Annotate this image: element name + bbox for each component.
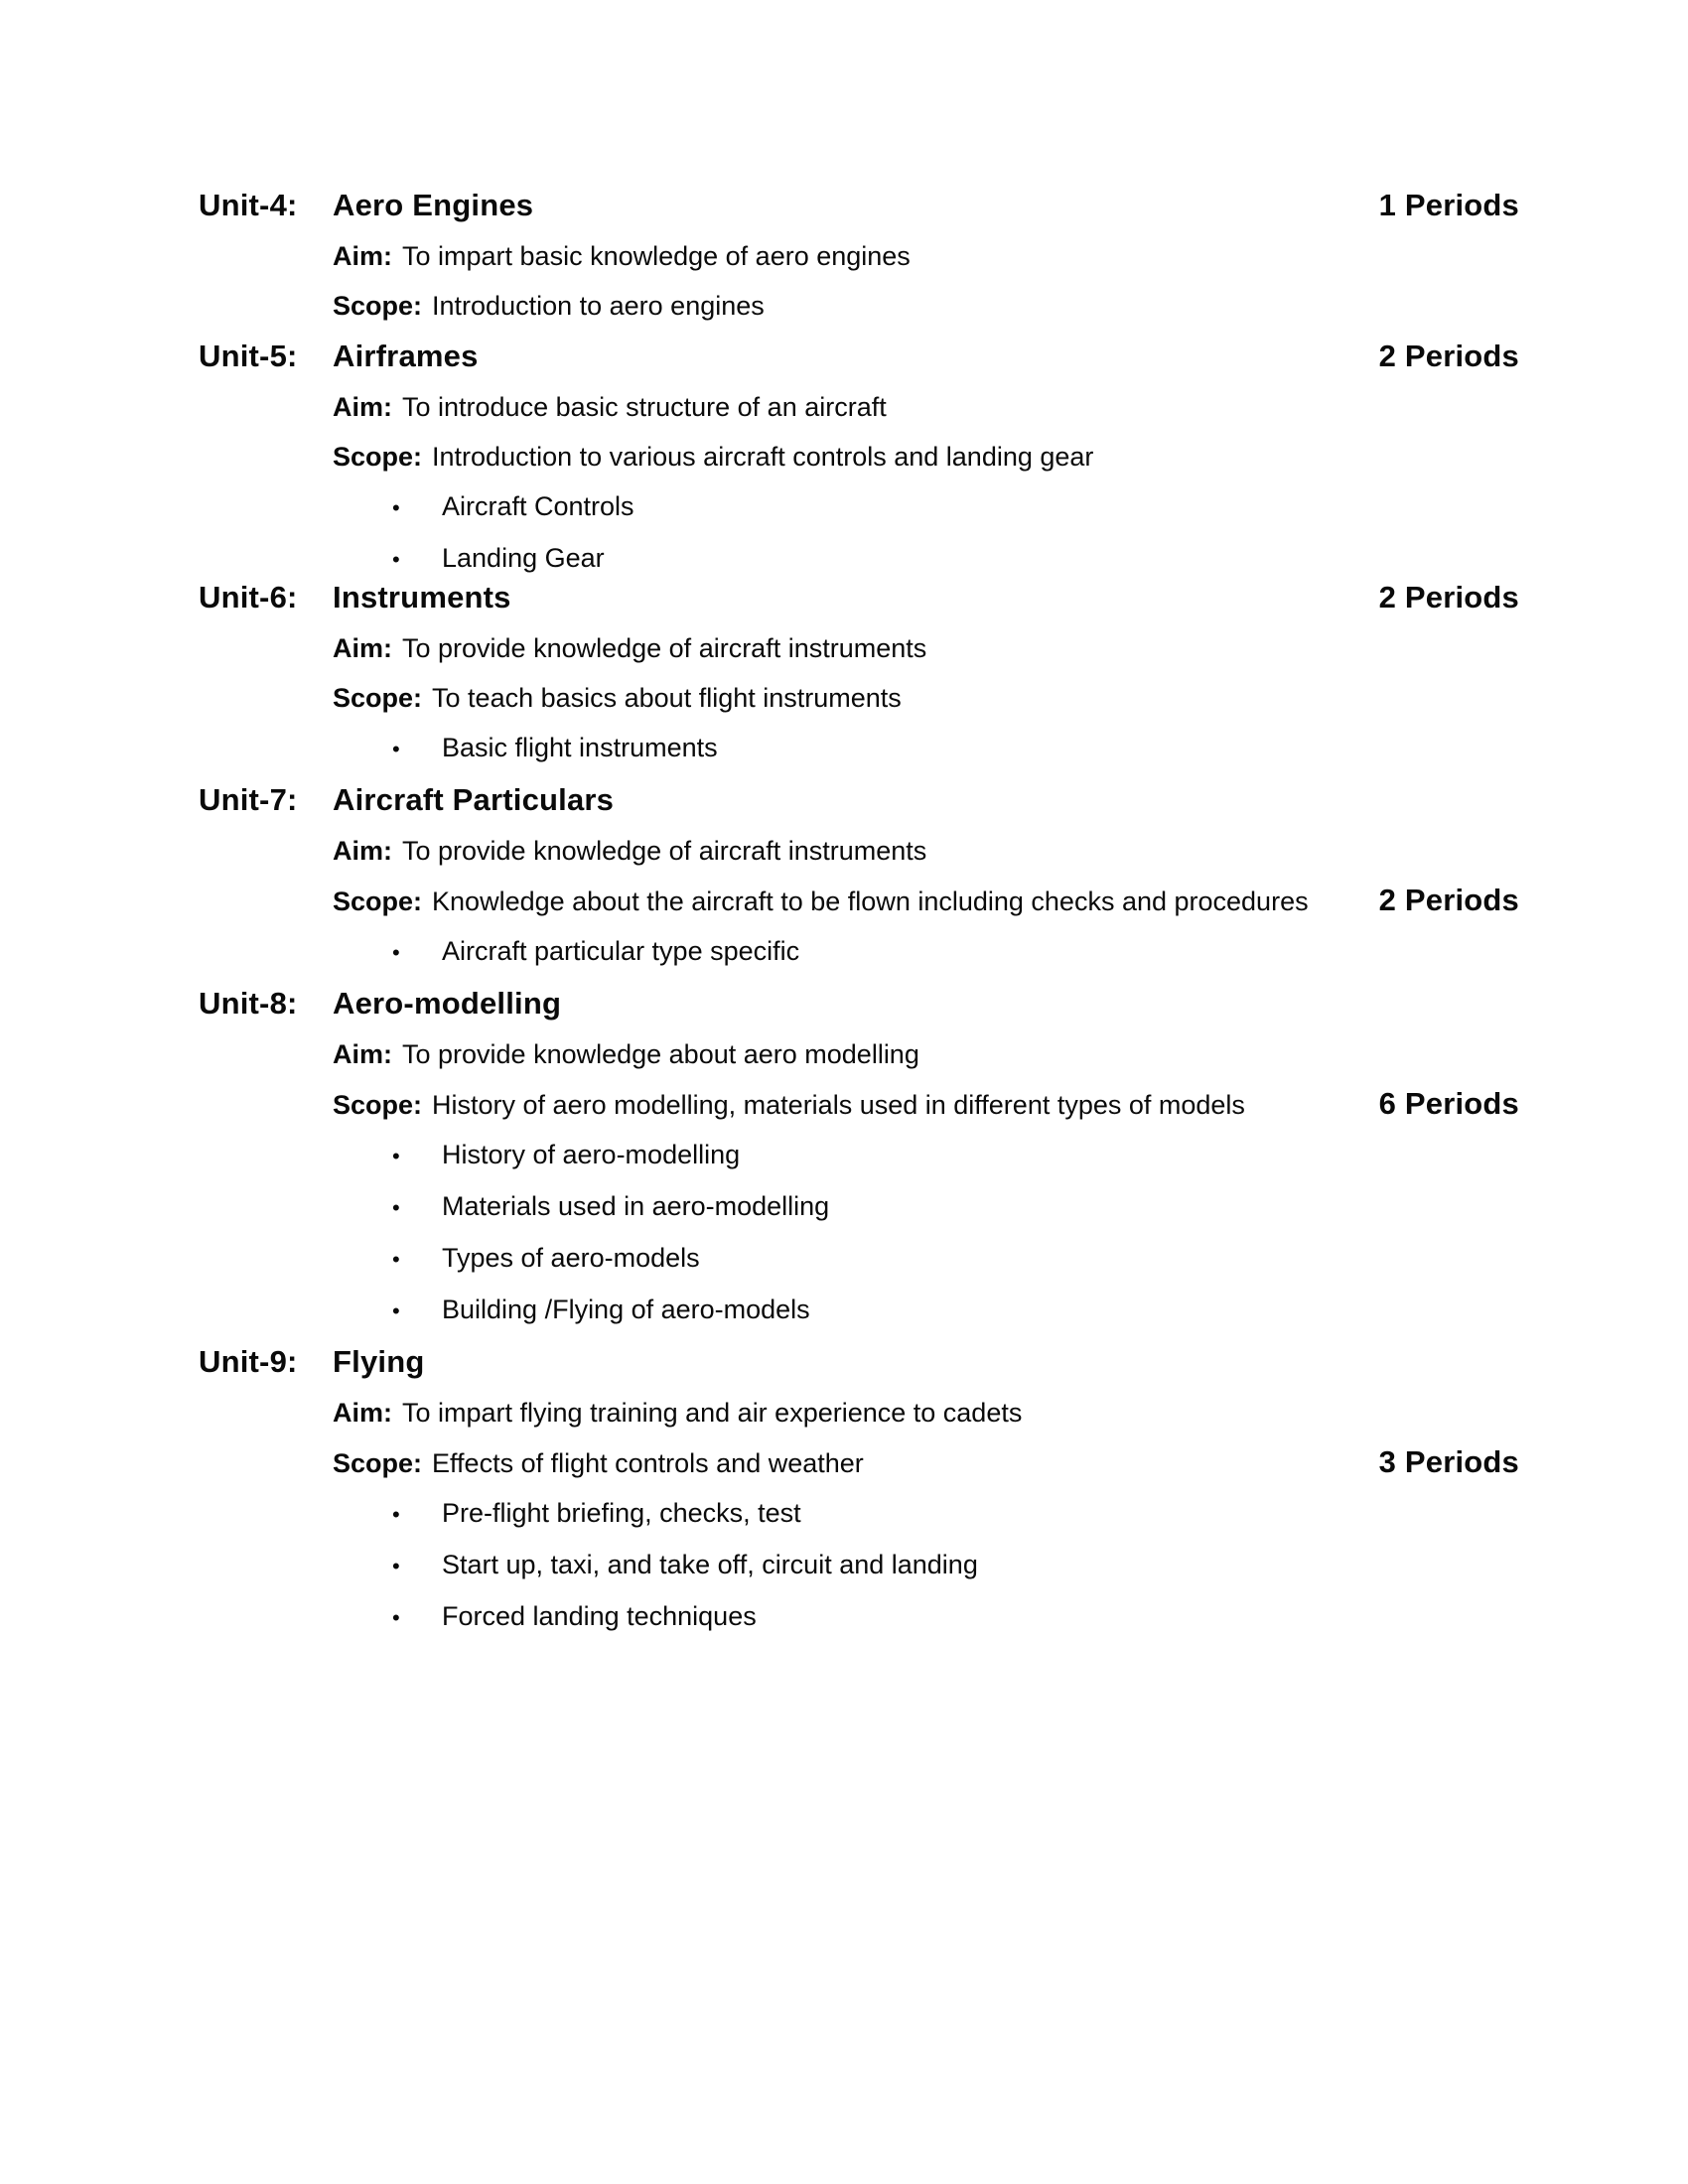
bullet-icon: • xyxy=(392,495,400,520)
bullet-item xyxy=(392,730,1519,767)
unit-heading xyxy=(199,1343,1519,1381)
unit-section xyxy=(199,781,1519,971)
bullet-item xyxy=(392,1240,1519,1278)
aim-label: Aim: xyxy=(333,836,392,866)
aim-line xyxy=(333,238,1519,274)
scope-text: Knowledge about the aircraft to be flown including checks and procedures xyxy=(432,887,1309,916)
unit-label: Unit-8: xyxy=(199,986,298,1021)
unit-heading xyxy=(199,579,1519,616)
unit-periods: 2 Periods xyxy=(1378,580,1519,614)
scope-text: Introduction to aero engines xyxy=(432,291,765,321)
scope-label: Scope: xyxy=(333,1448,423,1478)
aim-text: To provide knowledge about aero modelling xyxy=(402,1039,919,1069)
bullet-item xyxy=(392,1547,1519,1584)
unit-heading xyxy=(199,781,1519,819)
unit-label: Unit-7: xyxy=(199,782,298,817)
scope-text: Introduction to various aircraft controls and landing gear xyxy=(432,442,1094,472)
bullet-icon: • xyxy=(392,1195,400,1220)
unit-periods: 1 Periods xyxy=(1378,188,1519,222)
unit-section xyxy=(199,338,1519,578)
units-list xyxy=(199,187,1519,1636)
scope-label: Scope: xyxy=(333,1090,423,1120)
aim-text: To introduce basic structure of an aircraft xyxy=(402,392,887,422)
bullet-text: Start up, taxi, and take off, circuit and landing xyxy=(442,1550,978,1579)
aim-line xyxy=(333,1395,1519,1431)
unit-label: Unit-6: xyxy=(199,580,298,614)
bullet-text: Materials used in aero-modelling xyxy=(442,1191,830,1221)
scope-label: Scope: xyxy=(333,442,423,472)
bullet-item xyxy=(392,1137,1519,1174)
bullet-icon: • xyxy=(392,1605,400,1630)
unit-title: Aero Engines xyxy=(333,188,534,222)
aim-text: To impart basic knowledge of aero engines xyxy=(402,241,911,271)
unit-periods: 2 Periods xyxy=(1378,339,1519,373)
scope-label: Scope: xyxy=(333,683,423,713)
unit-label: Unit-9: xyxy=(199,1344,298,1379)
scope-text: Effects of flight controls and weather xyxy=(432,1448,864,1478)
aim-label: Aim: xyxy=(333,241,392,271)
bullet-text: Pre-flight briefing, checks, test xyxy=(442,1498,801,1528)
aim-label: Aim: xyxy=(333,1398,392,1428)
unit-heading xyxy=(199,338,1519,375)
bullet-text: Types of aero-models xyxy=(442,1243,700,1273)
bullet-text: Building /Flying of aero-models xyxy=(442,1295,810,1324)
scope-line xyxy=(333,680,1519,716)
bullet-item xyxy=(392,1188,1519,1226)
bullet-item xyxy=(392,1598,1519,1636)
unit-label: Unit-5: xyxy=(199,339,298,373)
unit-heading xyxy=(199,985,1519,1023)
scope-line xyxy=(333,288,1519,324)
aim-label: Aim: xyxy=(333,392,392,422)
unit-section xyxy=(199,1343,1519,1636)
unit-title: Aero-modelling xyxy=(333,986,562,1021)
bullet-item xyxy=(392,488,1519,526)
unit-periods: 6 Periods xyxy=(1378,1086,1519,1121)
unit-title: Flying xyxy=(333,1344,425,1379)
unit-section xyxy=(199,579,1519,767)
aim-line xyxy=(333,1036,1519,1072)
unit-periods: 2 Periods xyxy=(1378,883,1519,917)
aim-line xyxy=(333,833,1519,869)
unit-section xyxy=(199,985,1519,1329)
aim-line xyxy=(333,630,1519,666)
unit-title: Aircraft Particulars xyxy=(333,782,615,817)
bullet-text: Aircraft particular type specific xyxy=(442,936,800,966)
scope-label: Scope: xyxy=(333,887,423,916)
bullet-text: Landing Gear xyxy=(442,543,605,573)
aim-text: To provide knowledge of aircraft instruments xyxy=(402,836,927,866)
bullet-icon: • xyxy=(392,1144,400,1168)
scope-text: History of aero modelling, materials used in different types of models xyxy=(432,1090,1245,1120)
bullet-icon: • xyxy=(392,1298,400,1323)
unit-heading xyxy=(199,187,1519,224)
scope-line xyxy=(333,439,1519,475)
unit-section xyxy=(199,187,1519,324)
aim-line xyxy=(333,389,1519,425)
bullet-item xyxy=(392,933,1519,971)
scope-line xyxy=(333,1086,1519,1123)
bullet-icon: • xyxy=(392,1247,400,1272)
bullet-text: Forced landing techniques xyxy=(442,1601,757,1631)
unit-title: Instruments xyxy=(333,580,511,614)
bullet-icon: • xyxy=(392,547,400,572)
bullet-icon: • xyxy=(392,1502,400,1527)
bullet-icon: • xyxy=(392,940,400,965)
scope-line xyxy=(333,883,1519,919)
unit-title: Airframes xyxy=(333,339,479,373)
aim-text: To provide knowledge of aircraft instruments xyxy=(402,633,927,663)
bullet-item xyxy=(392,540,1519,578)
bullet-item xyxy=(392,1495,1519,1533)
bullet-text: Aircraft Controls xyxy=(442,491,634,521)
scope-label: Scope: xyxy=(333,291,423,321)
scope-text: To teach basics about flight instruments xyxy=(432,683,902,713)
aim-text: To impart flying training and air experience to cadets xyxy=(402,1398,1023,1428)
bullet-icon: • xyxy=(392,737,400,761)
bullet-text: Basic flight instruments xyxy=(442,733,718,762)
aim-label: Aim: xyxy=(333,1039,392,1069)
bullet-text: History of aero-modelling xyxy=(442,1140,741,1169)
unit-label: Unit-4: xyxy=(199,188,298,222)
bullet-item xyxy=(392,1292,1519,1329)
bullet-icon: • xyxy=(392,1554,400,1578)
scope-line xyxy=(333,1444,1519,1481)
aim-label: Aim: xyxy=(333,633,392,663)
unit-periods: 3 Periods xyxy=(1378,1444,1519,1479)
